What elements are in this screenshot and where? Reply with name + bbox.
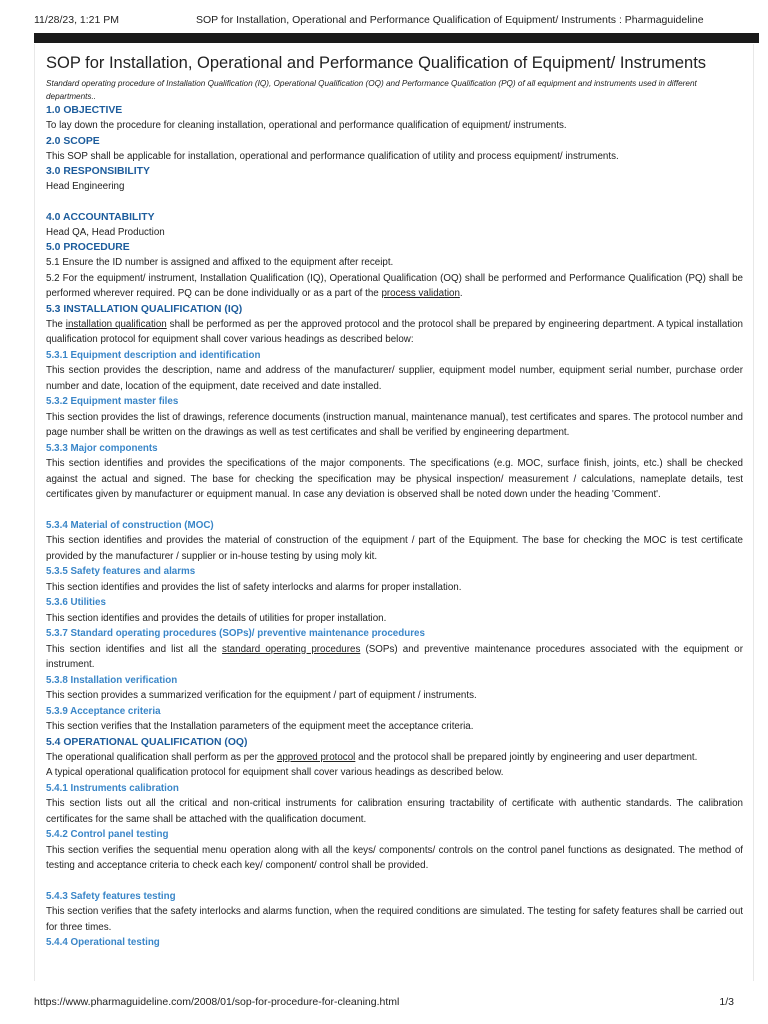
approved-protocol-link[interactable]: approved protocol — [276, 751, 356, 763]
section-heading-iq: 5.3 INSTALLATION QUALIFICATION (IQ) — [46, 303, 243, 315]
section-heading-procedure: 5.0 PROCEDURE — [46, 242, 130, 253]
standard-operating-procedures-link[interactable]: standard operating procedures — [222, 643, 361, 655]
subheading-5-3-1: 5.3.1 Equipment description and identification — [46, 349, 261, 361]
oq-intro-rest: and the protocol shall be prepared jointly by engineering and user department. — [355, 751, 698, 763]
text-5-4-1: This section lists out all the critical and non-critical instruments for calibration ensuring tractability of certificate with authentic standards. The calibration certificates for the same shall be attached with the qualification document. — [46, 798, 743, 825]
section-heading-objective: 1.0 OBJECTIVE — [46, 105, 123, 116]
oq-intro — [46, 750, 743, 766]
print-timestamp: 11/28/23, 1:21 PM — [34, 14, 120, 26]
article-subtitle: Standard operating procedure of Installation Qualification (IQ), Operational Qualification (OQ) and Performance Qualification (PQ) of all equipment and instruments used in different departments.. — [46, 79, 697, 101]
print-footer — [34, 996, 734, 1010]
text-5-3-4: This section identifies and provides the material of construction of the equipment / part of the Equipment. The base for checking the MOC is test certificate provided by the manufacturer / supplier or in-house testing by using moly kit. — [46, 535, 743, 562]
text-5-4-3: This section verifies that the safety interlocks and alarms function, when the required conditions are simulated. The testing for safety features shall be carried out for three times. — [46, 906, 743, 933]
text-5-3-7-rest: (SOPs) and preventive maintenance procedures associated with the equipment or instrument. — [46, 643, 744, 670]
oq-intro-2: A typical operational qualification protocol for equipment shall cover various headings as described below. — [46, 767, 504, 778]
objective-text: To lay down the procedure for cleaning installation, operational and performance qualification of equipment/ instruments. — [46, 120, 567, 131]
subheading-5-3-5: 5.3.5 Safety features and alarms — [46, 566, 196, 577]
procedure-step-5-1: 5.1 Ensure the ID number is assigned and affixed to the equipment after receipt. — [46, 257, 394, 268]
section-heading-scope: 2.0 SCOPE — [46, 135, 100, 147]
subheading-5-3-6: 5.3.6 Utilities — [46, 597, 106, 608]
spacer — [46, 874, 743, 889]
scope-text: This SOP shall be applicable for installation, operational and performance qualification of utility and process equipment/ instruments. — [46, 150, 619, 162]
text-5-4-2: This section verifies the sequential menu operation along with all the keys/ components/ controls on the control panel functions as designated. The method of testing and acceptance criteria to check each key/ component/ control shall be provided. — [46, 844, 743, 871]
subheading-5-3-4: 5.3.4 Material of construction (MOC) — [46, 519, 214, 531]
subheading-5-3-8: 5.3.8 Installation verification — [46, 674, 178, 686]
print-url[interactable]: https://www.pharmaguideline.com/2008/01/sop-for-procedure-for-cleaning.html — [34, 996, 400, 1008]
subheading-5-3-3: 5.3.3 Major components — [46, 442, 158, 454]
text-5-3-5: This section identifies and provides the list of safety interlocks and alarms for proper installation. — [46, 581, 462, 593]
subheading-5-4-2: 5.4.2 Control panel testing — [46, 829, 169, 840]
accountability-text: Head QA, Head Production — [46, 226, 165, 238]
text-5-3-7-start: This section identifies and list all the — [46, 643, 223, 655]
article-body — [34, 44, 754, 981]
text-5-3-6: This section identifies and provides the details of utilities for proper installation. — [46, 612, 387, 624]
procedure-step-5-2-end: . — [459, 288, 463, 299]
subheading-5-4-4: 5.4.4 Operational testing — [46, 937, 160, 948]
subheading-5-4-1: 5.4.1 Instruments calibration — [46, 782, 179, 794]
section-heading-oq: 5.4 OPERATIONAL QUALIFICATION (OQ) — [46, 736, 248, 748]
installation-qualification-link[interactable]: installation qualification — [65, 318, 167, 330]
subheading-5-3-2: 5.3.2 Equipment master files — [46, 396, 179, 407]
article-title: SOP for Installation, Operational and Performance Qualification of Equipment/ Instruments — [46, 54, 707, 72]
subheading-5-3-7: 5.3.7 Standard operating procedures (SOPs)/ preventive maintenance procedures — [46, 628, 425, 639]
process-validation-link[interactable]: process validation — [381, 288, 460, 299]
spacer — [46, 503, 743, 518]
iq-intro-start: The — [46, 318, 66, 330]
oq-intro-start: The operational qualification shall perform as per the — [46, 751, 277, 763]
text-5-3-3: This section identifies and provides the specifications of the major components. The specifications (e.g. MOC, surface finish, joints, etc.) shall be checked against the actual and signed. The base for checking the specification may be physical inspection/ measurement / calculations, nameplate details, test certificates given by manufacturer or equipment manual. In case any deviation is observed shall be noted down under the heading 'Comment'. — [46, 458, 743, 500]
print-page-title: SOP for Installation, Operational and Performance Qualification of Equipment/ Instruments : Pharmaguideline — [196, 14, 704, 26]
text-5-3-1: This section provides the description, name and address of the manufacturer/ supplier, equipment model number, equipment serial number, purchase order number and date, location of the equipment, date received and date installed. — [46, 365, 743, 392]
iq-intro — [46, 317, 743, 348]
print-header — [34, 14, 734, 28]
subheading-5-4-3: 5.4.3 Safety features testing — [46, 890, 176, 902]
responsibility-text: Head Engineering — [46, 181, 125, 192]
text-5-3-9: This section verifies that the Installation parameters of the equipment meet the acceptance criteria. — [46, 721, 474, 732]
section-heading-accountability: 4.0 ACCOUNTABILITY — [46, 211, 155, 223]
procedure-step-5-2-text: 5.2 For the equipment/ instrument, Installation Qualification (IQ), Operational Qualification (OQ) shall be performed and Performance Qualification (PQ) shall be performed wherever required. PQ can be done individually or as a part of the — [46, 272, 743, 299]
spacer — [46, 195, 743, 210]
text-5-3-7 — [46, 642, 743, 673]
procedure-step-5-2 — [46, 271, 743, 302]
section-heading-responsibility: 3.0 RESPONSIBILITY — [46, 166, 150, 177]
iq-intro-rest: shall be performed as per the approved protocol and the protocol shall be prepared by engineering department. A typical installation qualification protocol for equipment shall cover various headings as described below: — [46, 318, 743, 345]
text-5-3-2: This section provides the list of drawings, reference documents (instruction manual, maintenance manual), test certificates and spares. The protocol number and page number shall be written on the drawings as well as test certificates and shall be verified by engineering department. — [46, 411, 743, 438]
text-5-3-8: This section provides a summarized verification for the equipment / part of equipment / instruments. — [46, 690, 477, 701]
subheading-5-3-9: 5.3.9 Acceptance criteria — [46, 705, 161, 717]
print-page-number: 1/3 — [719, 996, 734, 1008]
site-header-bar — [34, 33, 759, 43]
